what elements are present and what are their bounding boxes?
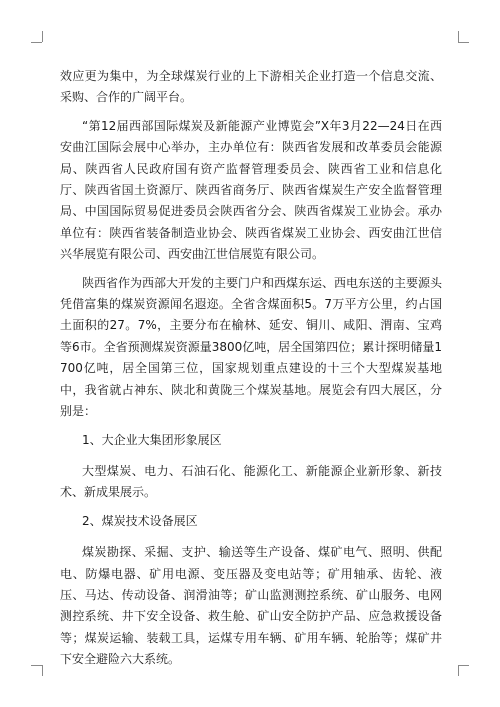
shaanxi-coal-resources-paragraph: 陕西省作为西部大开发的主要门户和西煤东运、西电东送的主要源头凭借富集的煤炭资源闻名遐迩。全省含煤面积5。7万平方公里，约占国土面积的27。7%，主要分布在榆林、延安、铜川、咸阳、渭南、宝鸡等6市。全省预测煤炭资源量3800亿吨，居全国第四位；累计探明储量1700亿吨，居全国第三位，国家规划重点建设的十三个大型煤炭基地中，我省就占神东、陕北和黄陇三个煤炭基地。展览会有四大展区，分别是：	[60, 275, 443, 419]
crop-mark-bottom-right-v	[458, 665, 459, 676]
crop-mark-bottom-left-h	[31, 665, 42, 666]
crop-mark-top-left-h	[31, 42, 42, 43]
crop-mark-top-right-v	[458, 31, 459, 42]
section-heading-2: 2、煤炭技术设备展区	[82, 513, 198, 528]
section-1-paragraph: 大型煤炭、电力、石油石化、能源化工、新能源企业新形象、新技术、新成果展示。	[60, 463, 442, 500]
continuation-paragraph: 效应更为集中，为全球煤炭行业的上下游相关企业打造一个信息交流、采购、合作的广阔平台。	[60, 69, 442, 105]
document-body	[60, 66, 442, 678]
crop-mark-top-right-h	[458, 42, 469, 43]
expo-organizers-paragraph: “第12届西部国际煤炭及新能源产业博览会”X年3月22—24日在西安曲江国际会展中心举办，主办单位有：陕西省发展和改革委员会能源局、陕西省人民政府国有资产监督管理委员会、陕西省工业和信息化厅、陕西省国土资源厅、陕西省商务厅、陕西省煤炭生产安全监督管理局、中国国际贸易促进委员会陕西省分会、陕西省煤炭工业协会。承办单位有：陕西省装备制造业协会、陕西省煤炭工业协会、西安曲江世信兴华展览有限公司、西安曲江世信展览有限公司。	[60, 118, 442, 262]
crop-mark-bottom-left-v	[42, 665, 43, 676]
section-heading-1: 1、大企业大集团形象展区	[82, 432, 222, 447]
crop-mark-top-left-v	[42, 31, 43, 42]
crop-mark-bottom-right-h	[458, 665, 469, 666]
section-2-paragraph: 煤炭勘探、采掘、支护、输送等生产设备、煤矿电气、照明、供配电、防爆电器、矿用电源、变压器及变电站等；矿用轴承、齿轮、液压、马达、传动设备、润滑油等；矿山监测测控系统、矿山服务、电网测控系统、井下安全设备、救生舱、矿山安全防护产品、应急救援设备等；煤炭运输、装载工具，运煤专用车辆、矿用车辆、轮胎等；煤矿井下安全避险六大系统。	[60, 545, 442, 667]
